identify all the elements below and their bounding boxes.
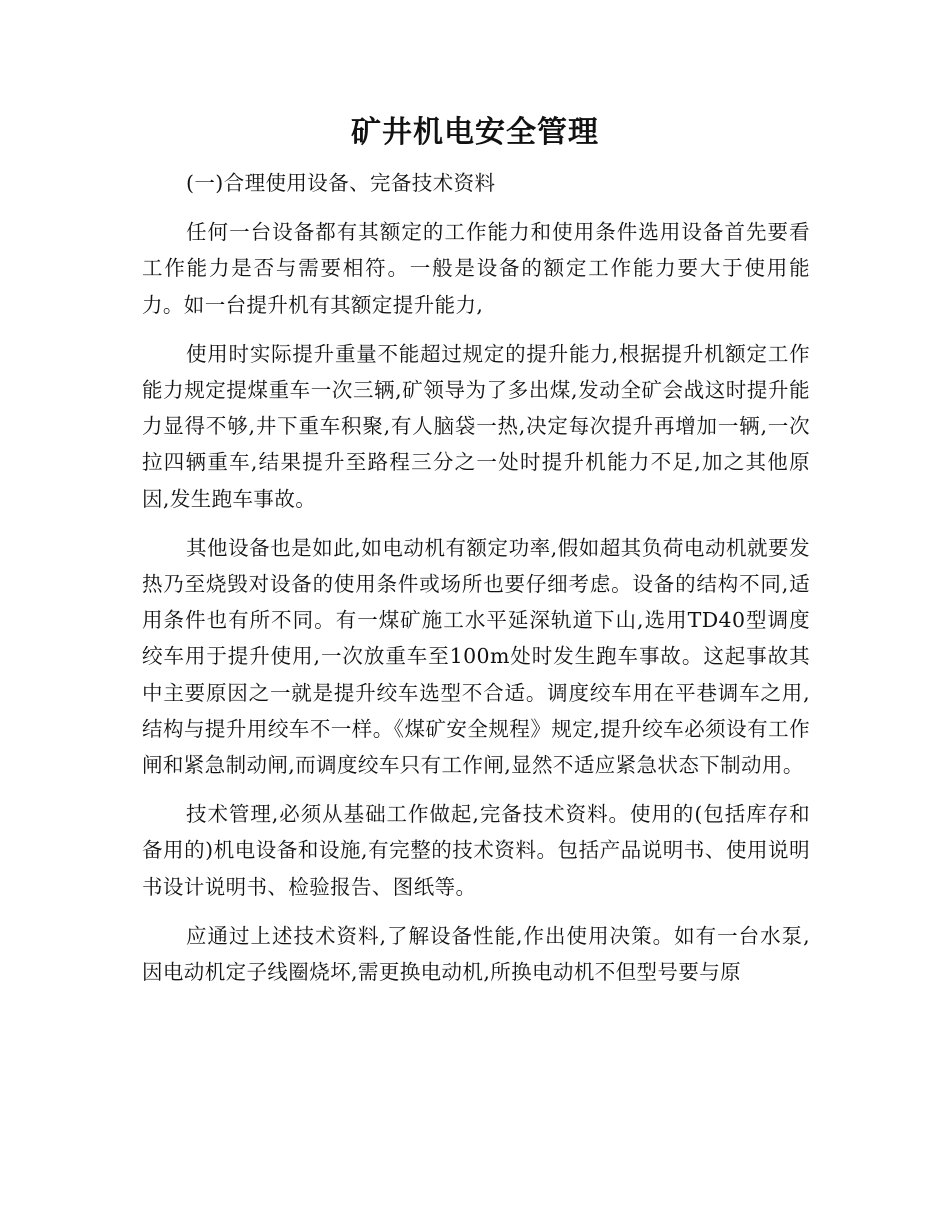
section-heading: (一)合理使用设备、完备技术资料 [186, 171, 496, 195]
document-title: 矿井机电安全管理 [351, 115, 599, 150]
paragraph-1: 任何一台设备都有其额定的工作能力和使用条件选用设备首先要看工作能力是否与需要相符。一般是设备的额定工作能力要大于使用能力。如一台提升机有其额定提升能力, [142, 220, 810, 317]
paragraph-5: 应通过上述技术资料,了解设备性能,作出使用决策。如有一台水泵,因电动机定子线圈烧坏,需更换电动机,所换电动机不但型号要与原 [142, 923, 810, 985]
paragraph-3: 其他设备也是如此,如电动机有额定功率,假如超其负荷电动机就要发热乃至烧毁对设备的使用条件或场所也要仔细考虑。设备的结构不同,适用条件也有所不同。有一煤矿施工水平延深轨道下山,选用TD40型调度绞车用于提升使用,一次放重车至100m处时发生跑车事故。这起事故其中主要原因之一就是提升绞车选型不合适。调度绞车用在平巷调车之用,结构与提升用绞车不一样。《煤矿安全规程》规定,提升绞车必须设有工作闸和紧急制动闸,而调度绞车只有工作闸,显然不适应紧急状态下制动用。 [142, 535, 810, 778]
paragraph-2: 使用时实际提升重量不能超过规定的提升能力,根据提升机额定工作能力规定提煤重车一次三辆,矿领导为了多出煤,发动全矿会战这时提升能力显得不够,井下重车积聚,有人脑袋一热,决定每次提升再增加一辆,一次拉四辆重车,结果提升至路程三分之一处时提升机能力不足,加之其他原因,发生跑车事故。 [142, 341, 810, 511]
document-body [142, 165, 810, 1003]
paragraph-4: 技术管理,必须从基础工作做起,完备技术资料。使用的(包括库存和备用的)机电设备和设施,有完整的技术资料。包括产品说明书、使用说明书设计说明书、检验报告、图纸等。 [142, 802, 810, 899]
